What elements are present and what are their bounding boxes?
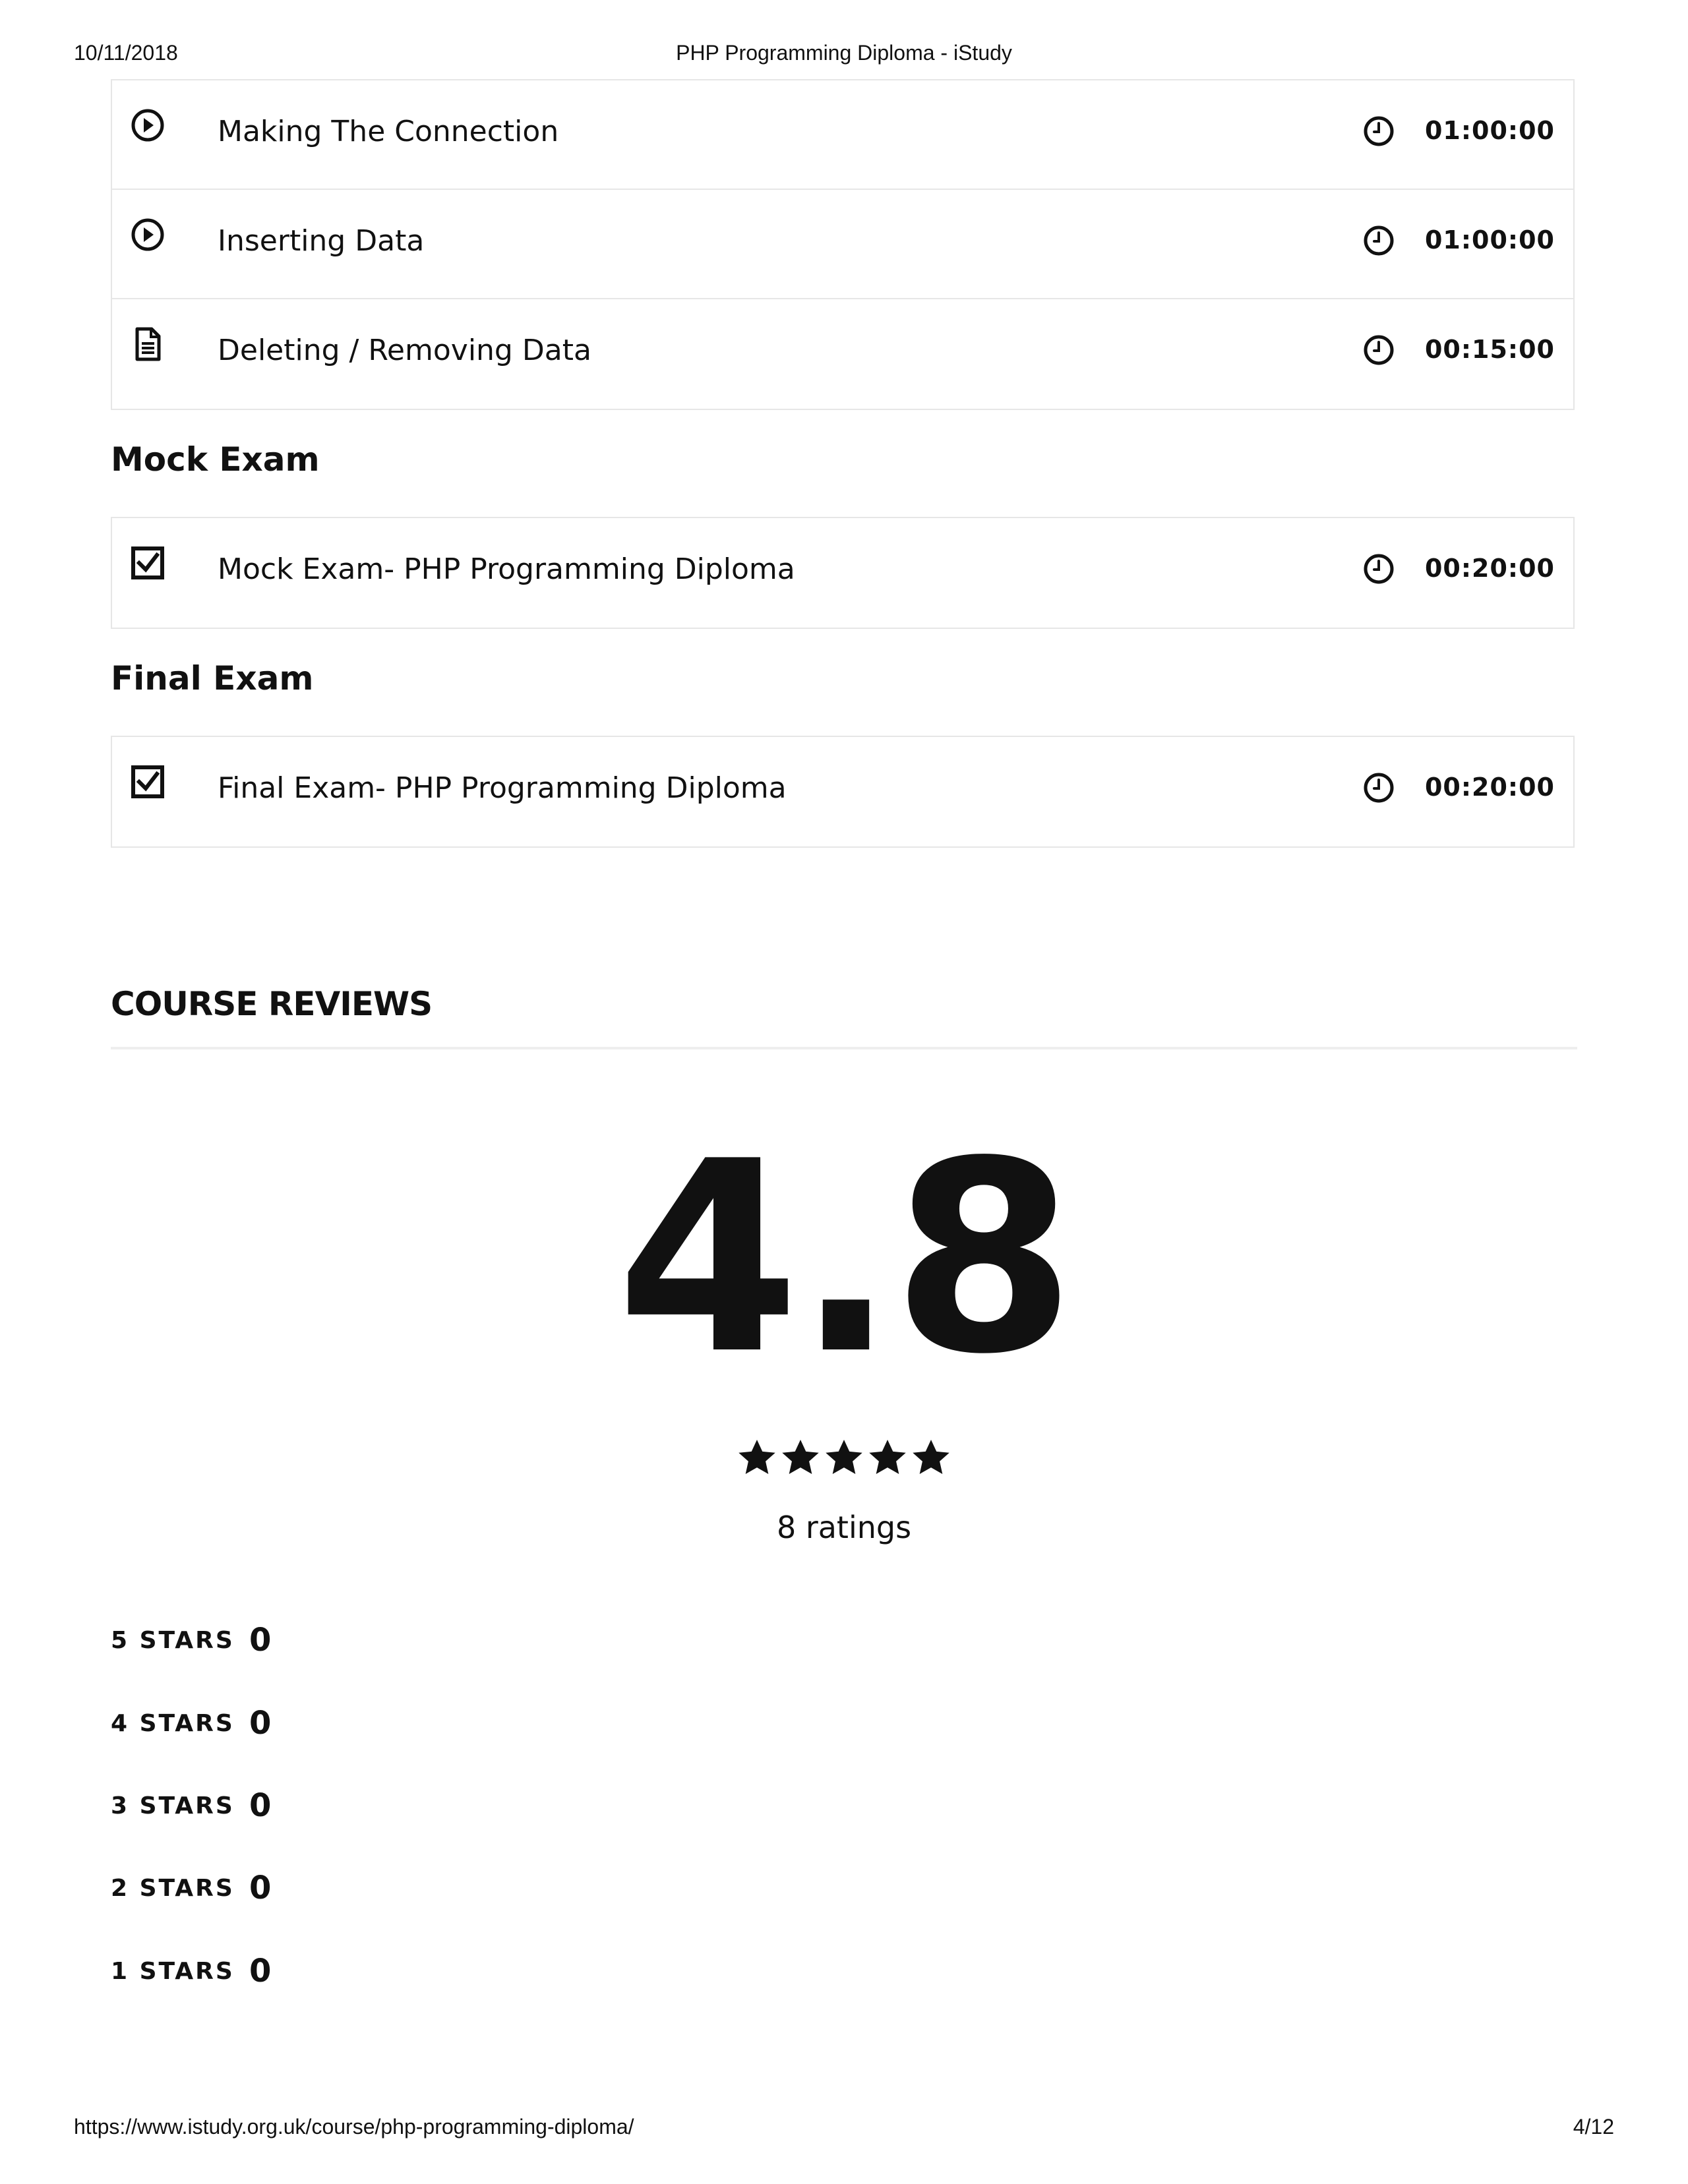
breakdown-count: 0 — [249, 1787, 272, 1824]
breakdown-label: 3 STARS — [111, 1792, 235, 1819]
lesson-item[interactable] — [112, 299, 1573, 409]
breakdown-count: 0 — [249, 1870, 272, 1906]
print-date: 10/11/2018 — [74, 41, 178, 65]
lesson-item[interactable] — [112, 80, 1573, 190]
lesson-duration: 00:15:00 — [1424, 335, 1555, 364]
star-icon — [736, 1437, 778, 1479]
star-icon — [779, 1437, 822, 1479]
average-rating: 4.8 — [616, 1106, 1072, 1412]
curriculum-section-lessons — [111, 79, 1575, 410]
breakdown-count: 0 — [249, 1705, 272, 1742]
curriculum-section-final-exam — [111, 736, 1575, 848]
lesson-title: Deleting / Removing Data — [218, 334, 591, 367]
print-header — [74, 41, 1614, 67]
play-circle-icon — [129, 216, 166, 253]
ratings-count: 8 ratings — [776, 1510, 912, 1545]
clock-icon — [1361, 551, 1397, 587]
breakdown-count: 0 — [249, 1622, 272, 1659]
breakdown-label: 4 STARS — [111, 1710, 235, 1737]
clock-icon — [1361, 770, 1397, 806]
breakdown-label: 5 STARS — [111, 1627, 235, 1654]
page-url: https://www.istudy.org.uk/course/php-programming-diploma/ — [74, 2115, 634, 2139]
divider — [111, 1047, 1577, 1049]
page-number: 4/12 — [1573, 2115, 1614, 2139]
section-heading-mock-exam: Mock Exam — [111, 440, 320, 479]
star-icon — [823, 1437, 865, 1479]
clock-icon — [1361, 332, 1397, 368]
lesson-duration: 00:20:00 — [1424, 554, 1555, 583]
lesson-title: Making The Connection — [218, 115, 559, 148]
lesson-duration: 00:20:00 — [1424, 773, 1555, 802]
breakdown-count: 0 — [249, 1953, 272, 1990]
section-heading-final-exam: Final Exam — [111, 659, 314, 697]
play-circle-icon — [129, 107, 166, 144]
document-icon — [129, 326, 166, 363]
lesson-duration: 01:00:00 — [1424, 116, 1555, 145]
breakdown-label: 2 STARS — [111, 1875, 235, 1902]
lesson-title: Mock Exam- PHP Programming Diploma — [218, 552, 795, 586]
lesson-item[interactable] — [112, 737, 1573, 846]
lesson-duration: 01:00:00 — [1424, 225, 1555, 254]
print-footer — [74, 2115, 1614, 2141]
lesson-item[interactable] — [112, 190, 1573, 299]
breakdown-label: 1 STARS — [111, 1958, 235, 1985]
quiz-check-icon — [129, 763, 166, 800]
print-title: PHP Programming Diploma - iStudy — [676, 41, 1012, 65]
lesson-title: Inserting Data — [218, 224, 425, 258]
star-icon — [910, 1437, 952, 1479]
lesson-item[interactable] — [112, 518, 1573, 628]
curriculum-section-mock-exam — [111, 517, 1575, 629]
lesson-title: Final Exam- PHP Programming Diploma — [218, 771, 787, 805]
quiz-check-icon — [129, 545, 166, 581]
clock-icon — [1361, 113, 1397, 149]
star-rating — [111, 1437, 1577, 1479]
course-reviews-heading: COURSE REVIEWS — [111, 985, 433, 1023]
clock-icon — [1361, 223, 1397, 258]
star-icon — [866, 1437, 909, 1479]
